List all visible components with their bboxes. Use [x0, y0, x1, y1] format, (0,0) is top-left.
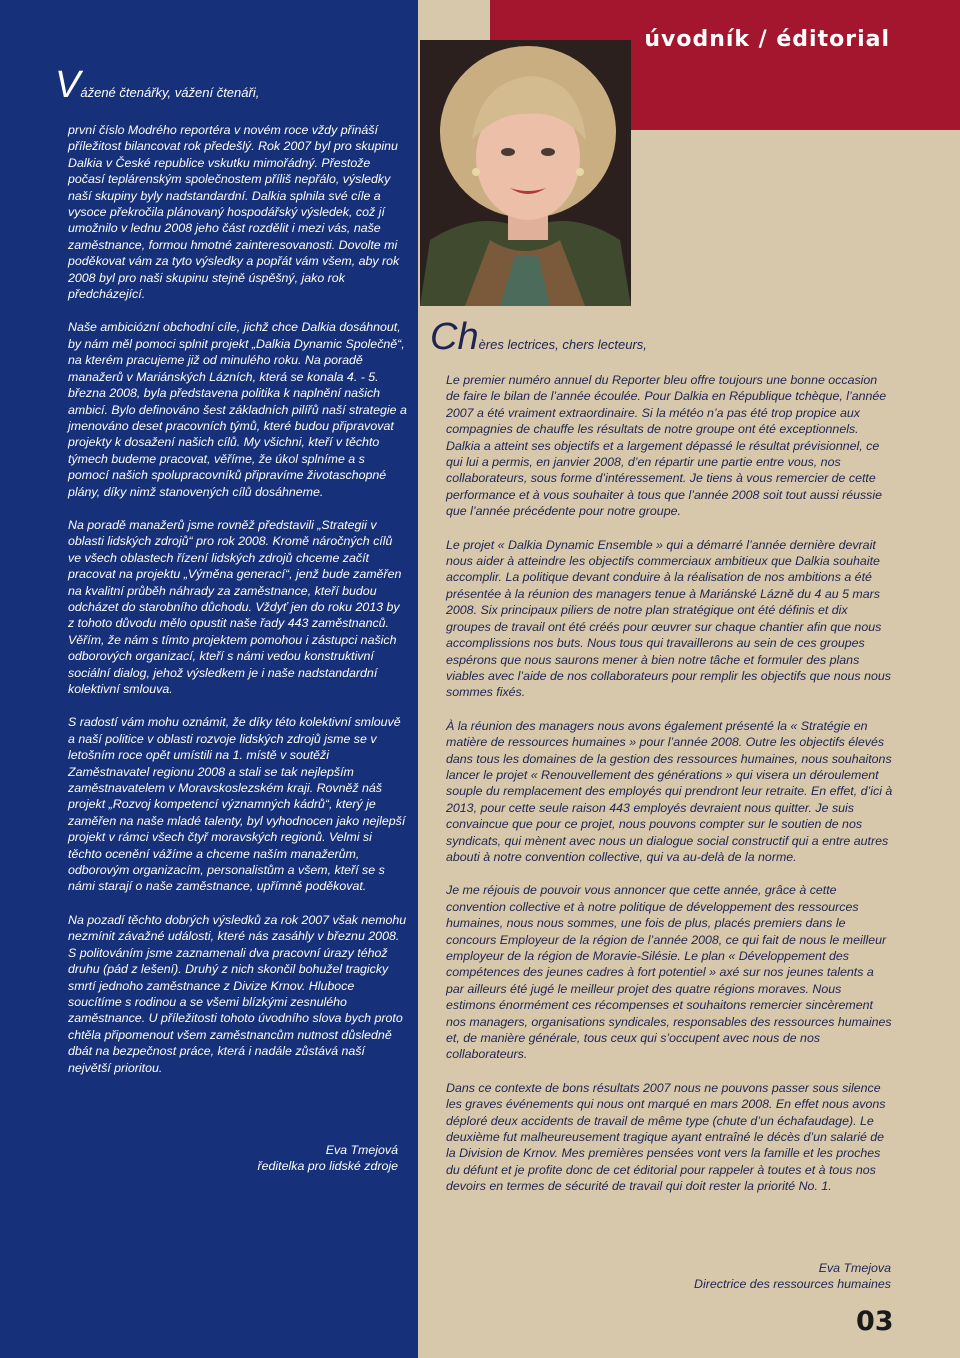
french-signature [640, 1260, 891, 1293]
french-paragraph: Je me réjouis de pouvoir vous annoncer que cette année, grâce à cette convention collective et à notre politique de développement des ressources humaines, nous nous sommes, une fois de plus, placés premiers dans le concours Employeur de la région de l’année 2008, ce qui fait de nous le meilleur employeur de la région de Moravie-Silésie. Le plan « Développement des compétences des jeunes cadres à fort potentiel » axé sur nos jeunes talents a par ailleurs été jugé le meilleur projet des quatre régions moraves. Nous estimons énormément ces récompenses et souhaitons remercier sincèrement nos managers, organisations syndicales, responsables des ressources humaines et, de manière générale, tous ceux qui s’occupent avec nous de nos collaborateurs. [446, 883, 892, 1062]
czech-signature-role: ředitelka pro lidské zdroje [257, 1159, 398, 1174]
czech-salutation-initial: V [55, 64, 81, 106]
czech-salutation-text: ážené čtenářky, vážení čtenáři, [80, 85, 260, 100]
french-salutation-initial: Ch [430, 316, 479, 358]
french-signature-role: Directrice des ressources humaines [694, 1277, 891, 1292]
czech-paragraph: první číslo Modrého reportéra v novém roce vždy přináší příležitost bilancovat rok předešlý. Rok 2007 byl pro skupinu Dalkia v České republice vskutku mimořádný. Přestože počasí teplárenským společnostem příliš nepřálo, výsledky naší skupiny byly nadstandardní. Dalkia splnila své cíle a vysoce překročila plánovaný hospodářský výsledek, což jí umožnilo v lednu 2008 jeho část rozdělit i mezi vás, naše zaměstnance, formou hmotné zainteresovanosti. Dovolte mi poděkovat vám za tyto výsledky a popřát vám všem, aby rok 2008 byl pro naši skupinu stejně úspěšný, jako rok předcházející. [68, 123, 400, 302]
czech-paragraph: S radostí vám mohu oznámit, že díky této kolektivní smlouvě a naší politice v oblasti rozvoje lidských zdrojů jsme se v letošním roce opět umístili na 1. místě v soutěži Zaměstnavatel regionu 2008 a stali se tak nejlepším zaměstnavatelem v Moravskoslezském kraji. Rovněž náš projekt „Rozvoj kompetencí významných kádrů“, který je zaměřen na naše mladé talenty, byl vyhodnocen jako nejlepší projekt v rámci všech čtyř moravských regionů. Velmi si těchto ocenění vážíme a chceme naším manažerům, odborovým organizacím, personalistům a všem, kteří se s námi starají o naše zaměstnance, upřímně poděkovat. [68, 715, 406, 894]
czech-signature-name: Eva Tmejová [325, 1143, 398, 1157]
french-paragraph: Dans ce contexte de bons résultats 2007 nous ne pouvons passer sous silence les graves événements qui nous ont marqué en mars 2008. En effet nous avons déploré deux accidents de travail de même type (chute d’un échafaudage). Le deuxième fut malheureusement tragique ayant entraîné le décès d’un salarié de la Division de Krnov. Mes premières pensées vont vers la famille et les proches du défunt et je profite donc de cet éditorial pour rappeler à toutes et à tous nos devoirs en termes de sécurité de travail qui doit rester la priorité No. 1. [446, 1080, 886, 1194]
section-title: úvodník / éditorial [644, 27, 890, 52]
czech-signature [200, 1142, 398, 1175]
author-portrait-photo [420, 40, 631, 306]
czech-paragraph: Naše ambiciózní obchodní cíle, jichž chce Dalkia dosáhnout, by nám měl pomoci splnit projekt „Dalkia Dynamic Společně“, na kterém pracujeme již od minulého roku. Na poradě manažerů v Mariánských Lázních, která se konala 4. - 5. března 2008, byla představena politika k naplnění našich ambicí. Bylo definováno šest základních pilířů naší strategie a jmenováno deset pracovních týmů, které budou připravovat projekty k dosažení našich cílů. My všichni, kteří v těchto týmech budeme pracovat, věříme, že úkol splníme a s pomocí našich spolupracovníků připravíme životaschopné plány, díky nimž stanovených cílů dosáhneme. [68, 320, 407, 499]
czech-paragraph: Na poradě manažerů jsme rovněž představili „Strategii v oblasti lidských zdrojů“ pro rok 2008. Kromě náročných cílů ve všech oblastech řízení lidských zdrojů chceme začít pracovat na projektu „Výměna generací“, jenž bude zaměřen na kvalitní průběh náhrady za zaměstnance, kteří budou odcházet do starobního důchodu. Vždyť jen do roku 2013 by z tohoto důvodu mělo opustit naše řady 443 zaměstnanců. Věřím, že nám s tímto projektem pomohou i zástupci našich odborových organizací, kteří s námi vedou konstruktivní sociální dialog, jehož výsledkem je i naše nadstandardní kolektivní smlouva. [68, 517, 402, 696]
french-paragraph: Le projet « Dalkia Dynamic Ensemble » qui a démarré l’année dernière devrait nous aider à atteindre les objectifs commerciaux ambitieux que Dalkia souhaite accomplir. La politique devant conduire à la réalisation de nos ambitions a été présentée à la réunion des managers tenue à Mariánské Lázně du 4 au 5 mars 2008. Six principaux piliers de notre plan stratégique ont été définis et dix groupes de travail ont été créés pour œuvrer sur chaque chantier afin que nous accomplissions nos buts. Nous tous qui travaillerons au sein de ces groupes espérons que nous saurons mener à bien notre tâche et formuler des plans viables avec l’aide de nos collaborateurs pour remplir les objectifs que nous nous sommes fixés. [446, 537, 891, 700]
czech-editorial-body [68, 122, 408, 1093]
french-salutation-text: ères lectrices, chers lecteurs, [478, 337, 647, 352]
french-paragraph: À la réunion des managers nous avons également présenté la « Stratégie en matière de ressources humaines » pour l’année 2008. Outre les objectifs élevés dans tous les domaines de la gestion des ressources humaines, nous souhaitons lancer le projet « Renouvellement des générations » qui visera un déroulement souple du remplacement des employés qui prendront leur retraite. En effet, d’ici à 2013, pour cette seule raison 443 employés devraient nous quitter. Je suis convaincue que pour ce projet, nous pouvons compter sur le soutien de nos syndicats, qui mènent avec nous un dialogue social constructif qui a entre autres abouti à notre convention collective, qui va au-delà de la norme. [446, 718, 893, 864]
czech-paragraph: Na pozadí těchto dobrých výsledků za rok 2007 však nemohu nezmínit závažné události, které nás zasáhly v březnu 2008. S politováním jsme zaznamenali dva pracovní úrazy téhož druhu (pád z lešení). Druhý z nich skončil bohužel tragicky smrtí jednoho zaměstnance z Divize Krnov. Hluboce soucítíme s rodinou a se všemi blízkými zesnulého zaměstnance. U příležitosti tohoto úvodního slova bych proto chtěla připomenout všem zaměstnancům nutnost důsledně dbát na bezpečnost práce, která i nadále zůstává naší největší prioritou. [68, 912, 407, 1075]
french-salutation [430, 318, 647, 356]
french-editorial-body [446, 372, 894, 1212]
czech-salutation [55, 66, 259, 104]
french-paragraph: Le premier numéro annuel du Reporter bleu offre toujours une bonne occasion de faire le bilan de l’année écoulée. Pour Dalkia en République tchèque, l’année 2007 a été vraiment extraordinaire. Si la météo n’a pas été trop propice aux compagnies de chauffe les résultats de notre groupe ont été exceptionnels. Dalkia a atteint ses objectifs et a largement dépassé le résultat prévisionnel, ce qui lui a permis, en janvier 2008, d’en répartir une partie entre vous, nos collaborateurs, sous forme d’intéressement. Je tiens à vous remercier de cette performance et à vous souhaiter à tous que l’année 2008 soit tout aussi réussie que l’année précédente pour notre groupe. [446, 373, 887, 519]
french-signature-name: Eva Tmejova [818, 1261, 891, 1275]
page-number: 03 [856, 1306, 894, 1337]
